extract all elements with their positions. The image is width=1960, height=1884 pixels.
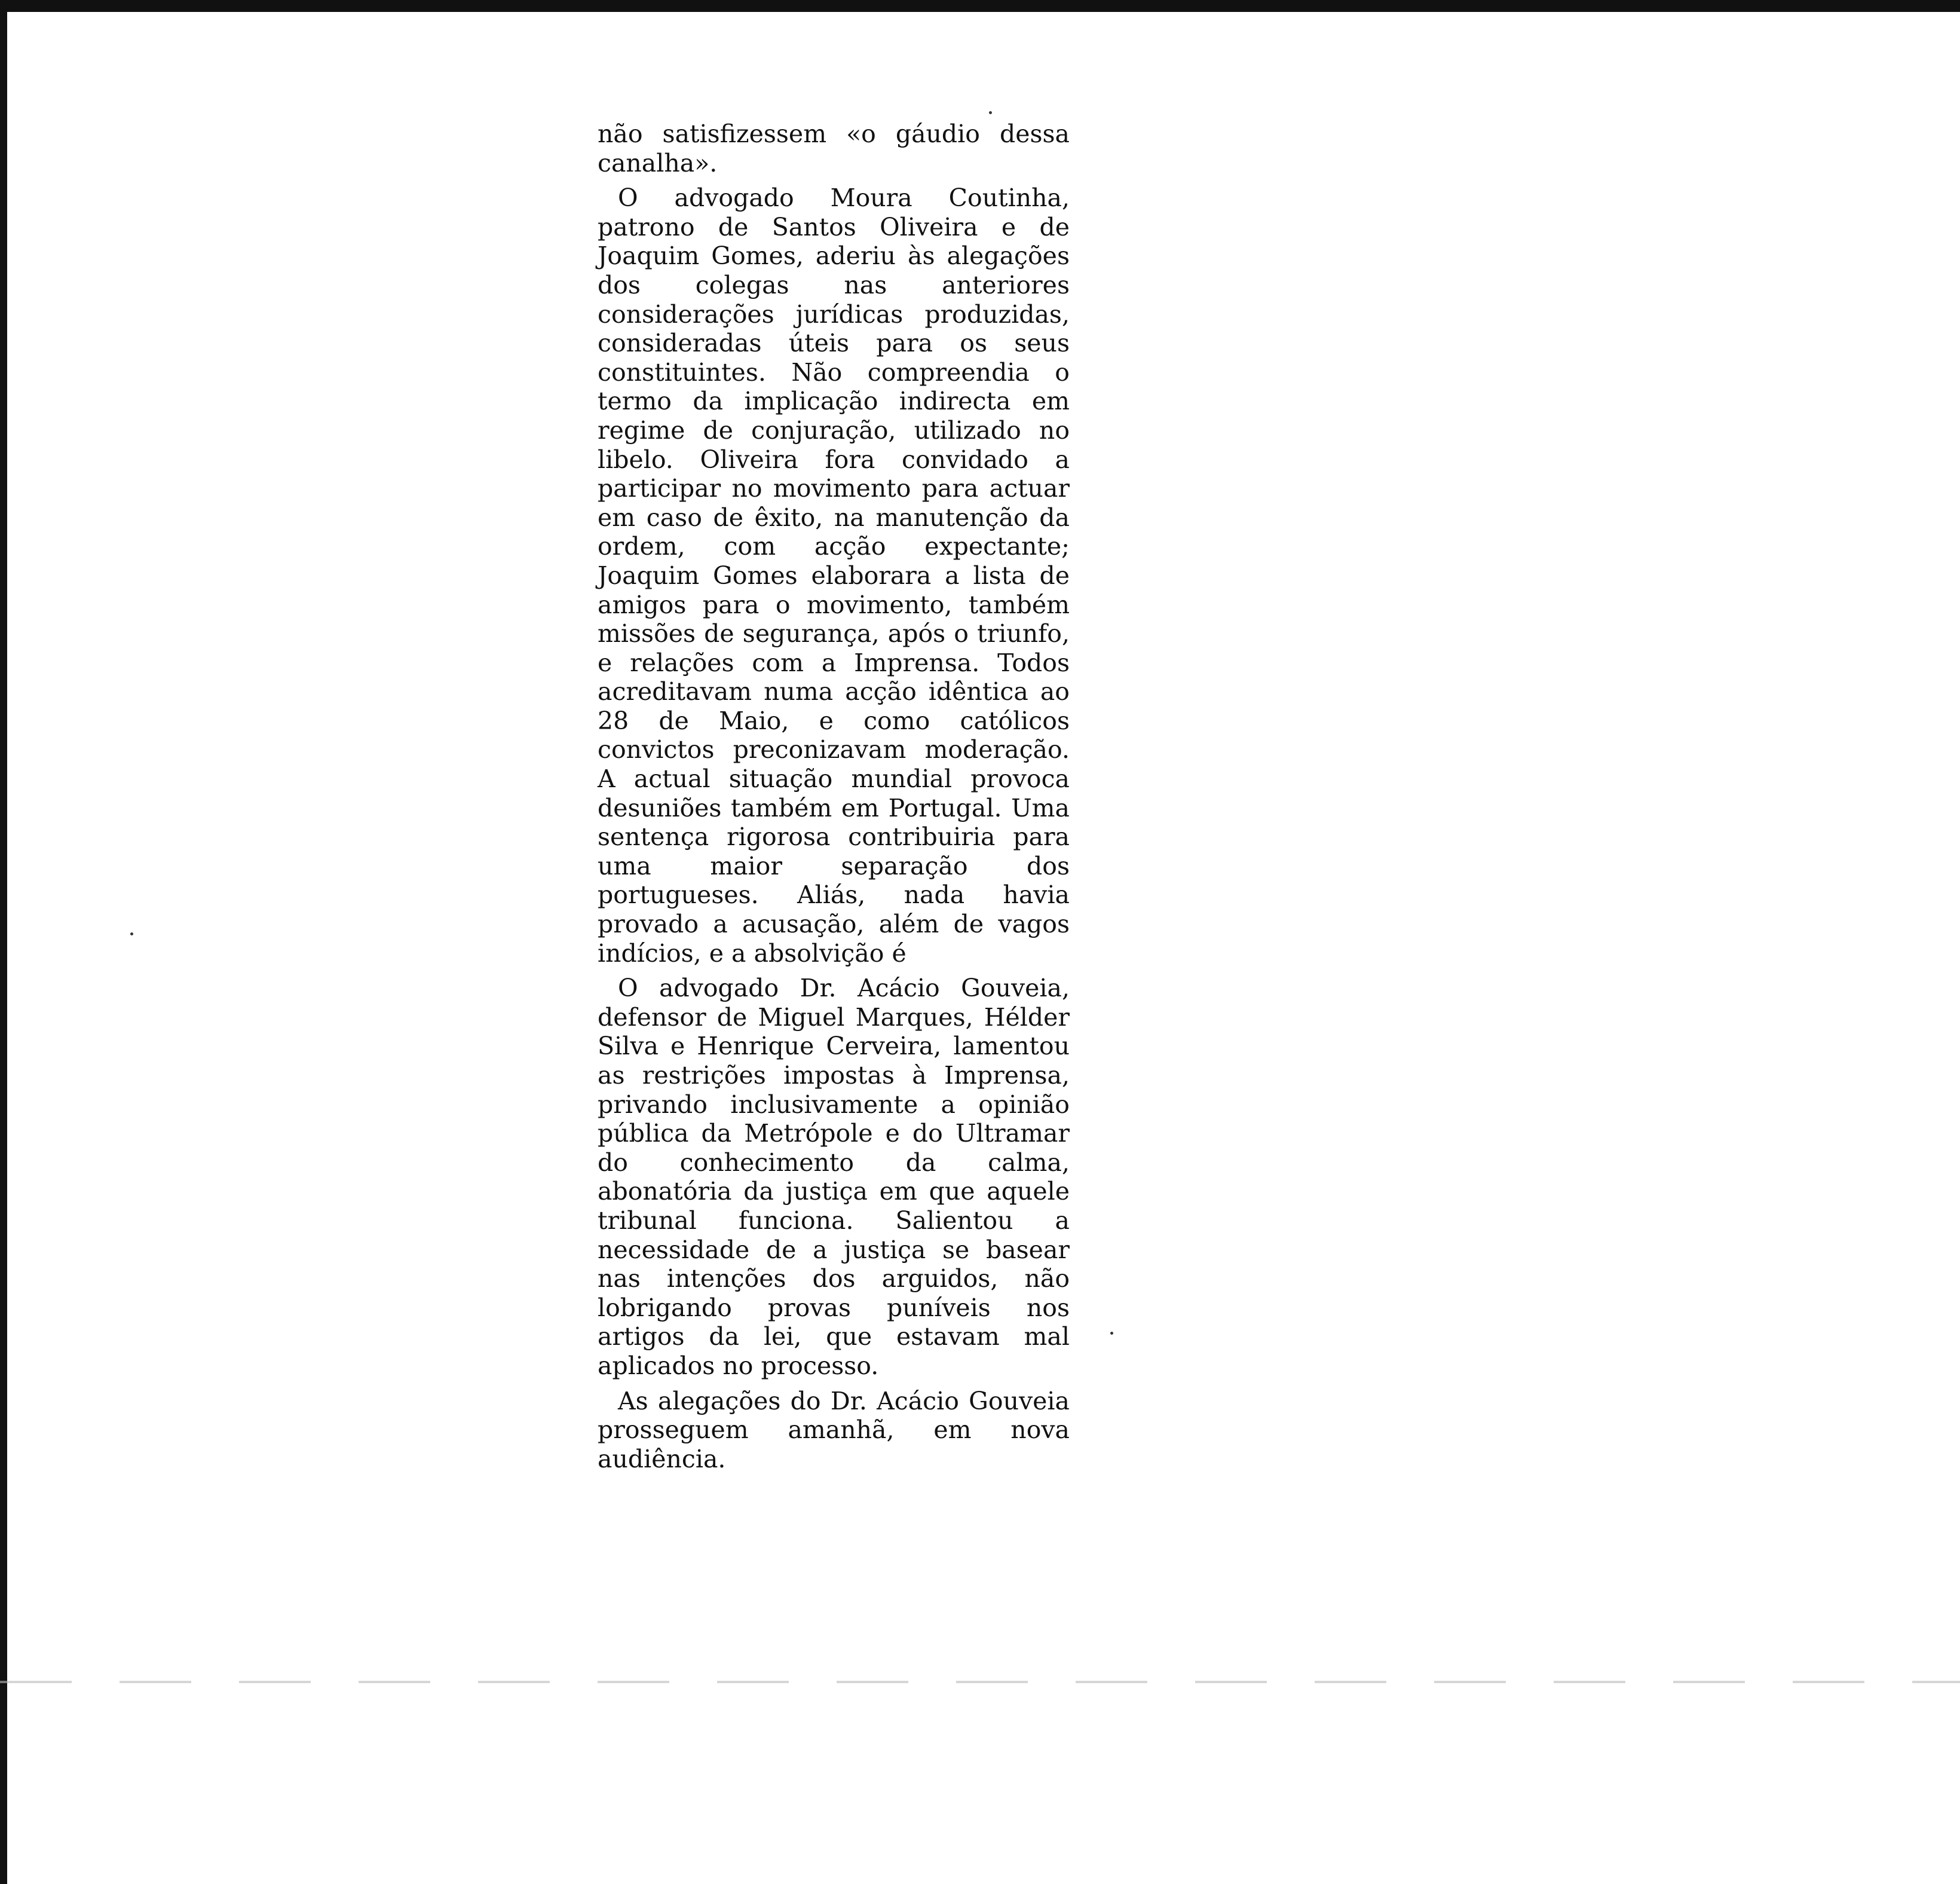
article-paragraph: não satisfizessem «o gáudio dessa canalha». [598,120,1070,178]
scan-fold-line [0,1681,1960,1683]
scan-border-left [0,0,7,1884]
scan-speck [989,111,992,114]
newspaper-column [598,120,1070,1479]
article-paragraph: O advogado Dr. Acácio Gouveia, defensor de Miguel Marques, Hélder Silva e Henrique Cerveira, lamentou as restrições impostas à Imprensa, privando inclusivamente a opinião pública da Metrópole e do Ultramar do conhecimento da calma, abonatória da justiça em que aquele tribunal funciona. Salientou a necessidade de a justiça se basear nas intenções dos arguidos, não lobrigando provas puníveis nos artigos da lei, que estavam mal aplicados no processo. [598,974,1070,1380]
scan-border-top [0,0,1960,12]
article-paragraph: O advogado Moura Coutinha, patrono de Santos Oliveira e de Joaquim Gomes, aderiu às alegações dos colegas nas anteriores considerações jurídicas produzidas, consideradas úteis para os seus constituintes. Não compreendia o termo da implicação indirecta em regime de conjuração, utilizado no libelo. Oliveira fora convidado a participar no movimento para actuar em caso de êxito, na manutenção da ordem, com acção expectante; Joaquim Gomes elaborara a lista de amigos para o movimento, também missões de segurança, após o triunfo, e relações com a Imprensa. Todos acreditavam numa acção idêntica ao 28 de Maio, e como católicos convictos preconizavam moderação. A actual situação mundial provoca desuniões também em Portugal. Uma sentença rigorosa contribuiria para uma maior separação dos portugueses. Aliás, nada havia provado a acusação, além de vagos indícios, e a absolvição é [598,183,1070,968]
article-paragraph: As alegações do Dr. Acácio Gouveia prosseguem amanhã, em nova audiência. [598,1386,1070,1473]
scan-speck [1110,1332,1113,1335]
scan-speck [130,932,133,935]
